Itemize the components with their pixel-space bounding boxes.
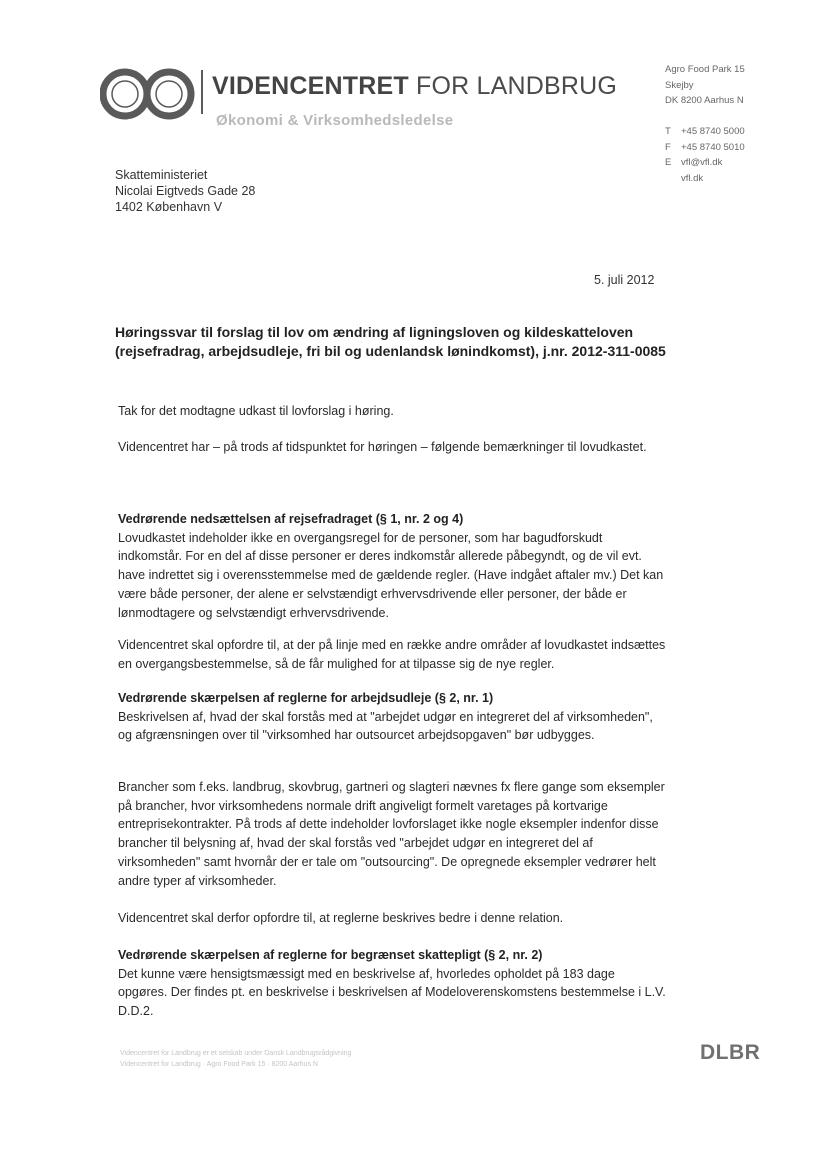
body-paragraph: Videncentret skal opfordre til, at der på linje med en række andre områder af lovudkastet indsættes en overgangsbestemmelse, så de får mulighed for at tilpasse sig de nye regler. — [118, 638, 666, 671]
footer-line: Videncentret for Landbrug er et selskab under Dansk Landbrugsrådgivning — [120, 1050, 352, 1057]
contact-phone: T +45 8740 5000 — [665, 126, 745, 137]
footer-fine-print — [120, 1048, 351, 1070]
section-skattepligt — [118, 946, 666, 1021]
sender-address — [665, 62, 745, 109]
address-line: DK 8200 Aarhus N — [665, 95, 744, 107]
dlbr-logo: DLBR — [700, 1041, 761, 1064]
sender-contacts — [665, 124, 745, 187]
letter-date: 5. juli 2012 — [594, 273, 655, 287]
section-nedsaettelse — [118, 510, 666, 622]
section-text: Lovudkastet indeholder ikke en overgangsregel for de personer, som har bagudforskudt indkomstår. For en del af disse personer er deres indkomstår allerede påbegyndt, og de vil evt. have indrettet sig i overensstemmelse med de gældende regler. (Have indgået aftaler mv.) Det kan være både personer, der alene er selvstændigt erhvervsdrivende eller personer, der både er lønmodtagere og selvstændigt erhvervsdrivende. — [118, 530, 664, 620]
organization-logo-icon — [100, 66, 195, 122]
body-paragraph: Tak for det modtagne udkast til lovforslag i høring. — [118, 404, 394, 418]
section-heading: Vedrørende skærpelsen af reglerne for arbejdsudleje (§ 2, nr. 1) — [118, 691, 494, 705]
recipient-address — [115, 167, 255, 215]
section-text: Det kunne være hensigtsmæssigt med en beskrivelse af, hvorledes opholdet på 183 dage opgøres. Der findes pt. en beskrivelse i beskrivelsen af Modeloverenskomstens bestemmelse i L.V. D.D.2. — [118, 966, 666, 1019]
logo-divider — [201, 70, 203, 114]
body-paragraph: Videncentret har – på trods af tidspunktet for høringen – følgende bemærkninger til lovudkastet. — [118, 440, 647, 454]
address-line: Agro Food Park 15 — [665, 64, 745, 75]
letter-subject: Høringssvar til forslag til lov om ændring af ligningsloven og kildeskatteloven (rejsefradrag, arbejdsudleje, fri bil og udenlandsk lønindkomst), j.nr. 2012-311-0085 — [115, 324, 666, 359]
address-line: Skejby — [665, 79, 694, 91]
section-text: Beskrivelsen af, hvad der skal forstås med at "arbejdet udgør en integreret del af virksomheden", og afgrænsningen over til "virksomhed har outsourcet arbejdsopgaven" bør udbygges. — [118, 709, 653, 743]
recipient-line: 1402 København V — [115, 200, 223, 214]
section-heading: Vedrørende skærpelsen af reglerne for begrænset skattepligt (§ 2, nr. 2) — [118, 948, 543, 962]
contact-email: E vfl@vfl.dk — [665, 157, 723, 169]
body-paragraph: Brancher som f.eks. landbrug, skovbrug, gartneri og slagteri nævnes fx flere gange som eksempler på brancher, hvor virksomhedens normale drift angiveligt formelt varetages på kortvarige entreprisekontrakter. På trods af dette indeholder lovforslaget ikke nogle eksempler indenfor disse brancher til belysning af, hvad der skal forstås ved "arbejdet udgør en integreret del af virksomheden" samt hvornår der er tale om "outsourcing". De opregnede eksempler vedrører helt andre typer af virksomheder. — [118, 780, 665, 888]
body-paragraph: Videncentret skal derfor opfordre til, at reglerne beskrives bedre i denne relation. — [118, 911, 564, 925]
footer-line: Videncentret for Landbrug · Agro Food Park 15 · 8200 Aarhus N — [120, 1061, 318, 1068]
section-heading: Vedrørende nedsættelsen af rejsefradraget (§ 1, nr. 2 og 4) — [118, 512, 464, 526]
organization-subtitle: Økonomi & Virksomhedsledelse — [216, 112, 454, 129]
section-arbejdsudleje — [118, 689, 666, 745]
recipient-line: Skatteministeriet — [115, 168, 208, 182]
contact-website: vfl.dk — [681, 173, 704, 185]
organization-name: VIDENCENTRET FOR LANDBRUG — [212, 72, 618, 100]
recipient-line: Nicolai Eigtveds Gade 28 — [115, 184, 256, 198]
contact-fax: F +45 8740 5010 — [665, 141, 745, 153]
